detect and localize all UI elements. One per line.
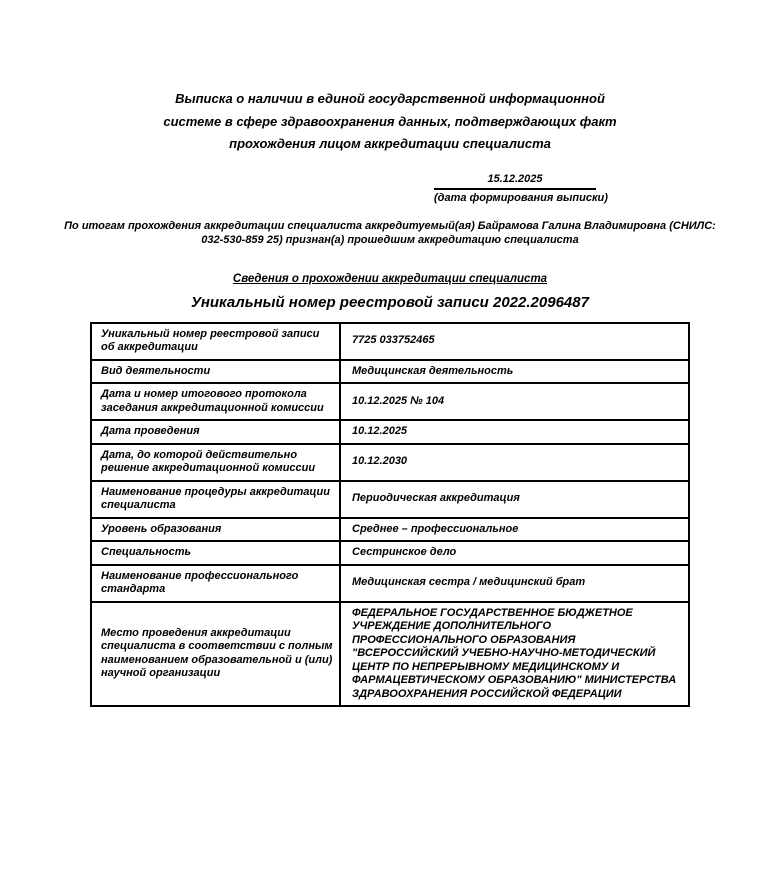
row-value-cell: ФЕДЕРАЛЬНОЕ ГОСУДАРСТВЕННОЕ БЮДЖЕТНОЕ УЧРЕЖДЕНИЕ ДОПОЛНИТЕЛЬНОГО ПРОФЕССИОНАЛЬНОГО ОБРАЗОВАНИЯ "ВСЕРОССИЙСКИЙ УЧЕБНО-НАУЧНО-МЕТОДИЧЕСКИЙ ЦЕНТР ПО НЕПРЕРЫВНОМУ МЕДИЦИНСКОМУ И ФАРМАЦЕВТИЧЕСКОМУ ОБРАЗОВАНИЮ" МИНИСТЕРСТВА ЗДРАВООХРАНЕНИЯ РОССИЙСКОЙ ФЕДЕРАЦИИ: [340, 602, 689, 707]
row-value-cell: Сестринское дело: [340, 541, 689, 565]
table-row: [91, 360, 689, 384]
row-value-cell: Медицинская сестра / медицинский брат: [340, 565, 689, 602]
document-title: Выписка о наличии в единой государственной информационной системе в сфере здравоохранения данных, подтверждающих факт прохождения лицом аккредитации специалиста: [163, 91, 617, 151]
row-label-cell: Специальность: [91, 541, 340, 565]
row-label-cell: Наименование процедуры аккредитации специалиста: [91, 481, 340, 518]
row-label-cell: Место проведения аккредитации специалиста в соответствии с полным наименованием образовательной и (или) научной организации: [91, 602, 340, 707]
row-value-cell: 10.12.2030: [340, 444, 689, 481]
issue-date-value: 15.12.2025: [434, 173, 596, 190]
table-row: [91, 602, 689, 707]
row-label-cell: Дата и номер итогового протокола заседания аккредитационной комиссии: [91, 383, 340, 420]
row-label-cell: Вид деятельности: [91, 360, 340, 384]
row-label-cell: Дата, до которой действительно решение аккредитационной комиссии: [91, 444, 340, 481]
row-value-cell: 7725 033752465: [340, 323, 689, 360]
issue-date-block: [434, 172, 608, 204]
table-row: [91, 444, 689, 481]
row-label-cell: Уровень образования: [91, 518, 340, 542]
registry-number-heading: Уникальный номер реестровой записи 2022.2096487: [191, 293, 589, 311]
row-value-cell: Медицинская деятельность: [340, 360, 689, 384]
accreditation-table: [90, 322, 690, 708]
table-row: [91, 323, 689, 360]
row-label-cell: Дата проведения: [91, 420, 340, 444]
row-value-cell: 10.12.2025 № 104: [340, 383, 689, 420]
table-row: [91, 565, 689, 602]
intro-paragraph: По итогам прохождения аккредитации специалиста аккредитуемый(ая) Байрамова Галина Владимировна (СНИЛС: 032-530-859 25) признан(а) прошедшим аккредитацию специалиста: [64, 219, 716, 246]
table-row: [91, 420, 689, 444]
issue-date-caption: (дата формирования выписки): [434, 191, 608, 204]
table-row: [91, 383, 689, 420]
row-label-cell: Уникальный номер реестровой записи об аккредитации: [91, 323, 340, 360]
row-label-cell: Наименование профессионального стандарта: [91, 565, 340, 602]
row-value-cell: Периодическая аккредитация: [340, 481, 689, 518]
accreditation-table-body: [91, 323, 689, 707]
table-row: [91, 541, 689, 565]
table-row: [91, 518, 689, 542]
section-heading: Сведения о прохождении аккредитации специалиста: [232, 272, 548, 285]
row-value-cell: 10.12.2025: [340, 420, 689, 444]
row-value-cell: Среднее – профессиональное: [340, 518, 689, 542]
table-row: [91, 481, 689, 518]
